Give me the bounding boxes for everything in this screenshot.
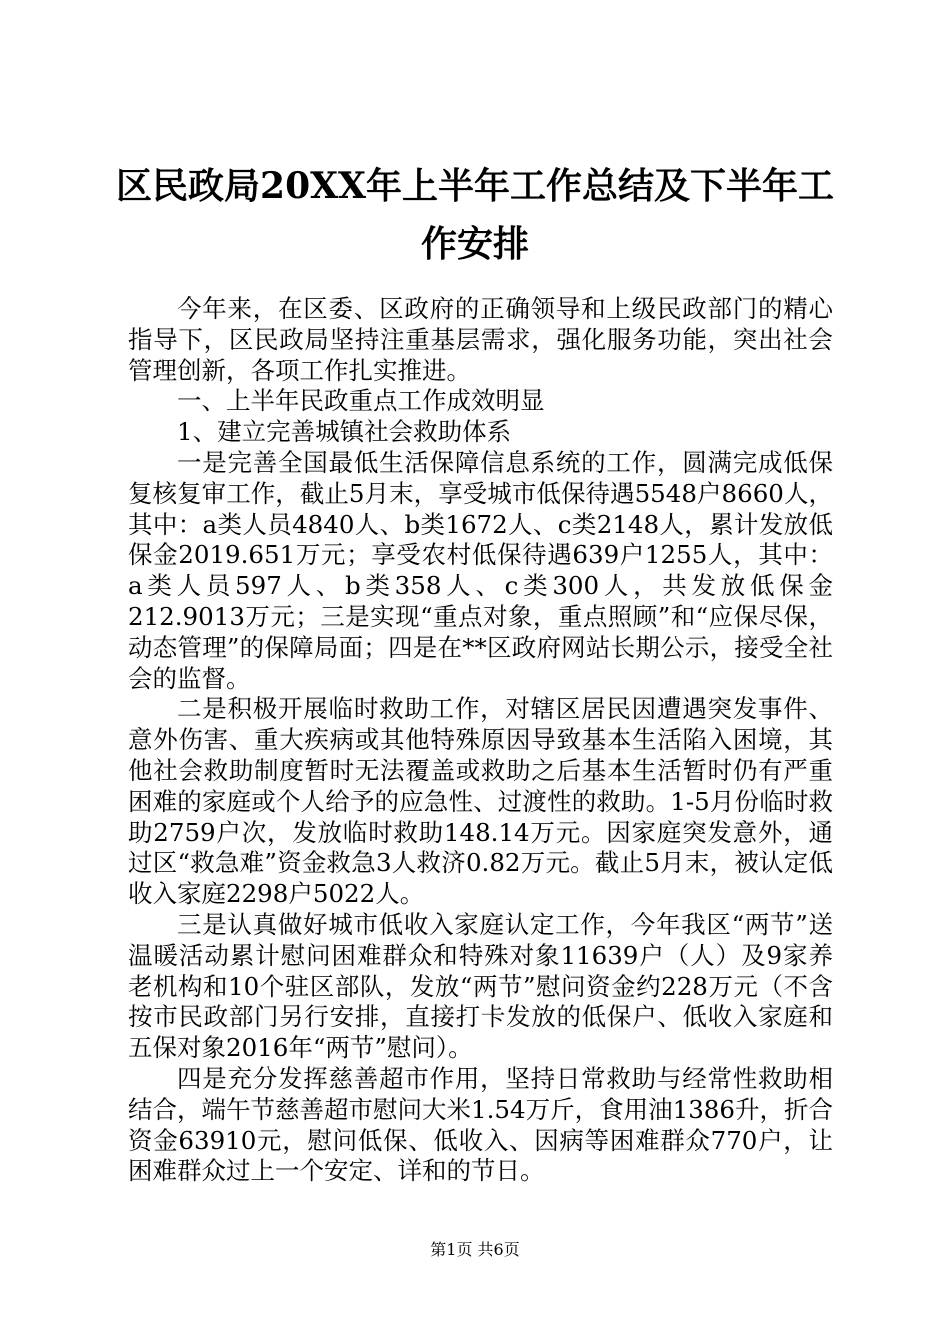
document-title-line-1: 区民政局20XX年上半年工作总结及下半年工 <box>116 165 834 207</box>
body-paragraph: 一是完善全国最低生活保障信息系统的工作，圆满完成低保复核复审工作，截止5月末，享受城市低保待遇5548户8660人，其中：a类人员4840人、b类1672人、c类2148人，累计发放低保金2019.651万元；享受农村低保待遇639户1255人，其中：a类人员597人、b类358人、c类300人，共发放低保金212.9013万元；三是实现“重点对象，重点照顾”和“应保尽保，动态管理”的保障局面；四是在**区政府网站长期公示，接受全社会的监督。 <box>128 447 833 693</box>
body-paragraph: 二是积极开展临时救助工作，对辖区居民因遭遇突发事件、意外伤害、重大疾病或其他特殊原因导致基本生活陷入困境，其他社会救助制度暂时无法覆盖或救助之后基本生活暂时仍有严重困难的家庭或个人给予的应急性、过渡性的救助。1-5月份临时救助2759户次，发放临时救助148.14万元。因家庭突发意外，通过区“救急难”资金救急3人救济0.82万元。截止5月末，被认定低收入家庭2298户5022人。 <box>128 694 833 909</box>
intro-paragraph: 今年来，在区委、区政府的正确领导和上级民政部门的精心指导下，区民政局坚持注重基层需求，强化服务功能，突出社会管理创新，各项工作扎实推进。 <box>128 294 833 385</box>
page-number-footer: 第1页 共6页 <box>430 1240 520 1259</box>
document-body <box>128 294 833 1187</box>
body-paragraph: 三是认真做好城市低收入家庭认定工作，今年我区“两节”送温暖活动累计慰问困难群众和特殊对象11639户（人）及9家养老机构和10个驻区部队，发放“两节”慰问资金约228万元（不含按市民政部门另行安排，直接打卡发放的低保户、低收入家庭和五保对象2016年“两节”慰问）。 <box>128 909 833 1063</box>
body-paragraph: 四是充分发挥慈善超市作用，坚持日常救助与经常性救助相结合，端午节慈善超市慰问大米1.54万斤，食用油1386升，折合资金63910元，慰问低保、低收入、因病等困难群众770户，让困难群众过上一个安定、详和的节日。 <box>128 1063 833 1186</box>
document-title-line-2: 作安排 <box>420 223 529 265</box>
subsection-heading: 1、建立完善城镇社会救助体系 <box>177 417 512 447</box>
section-heading: 一、上半年民政重点工作成效明显 <box>177 386 545 416</box>
